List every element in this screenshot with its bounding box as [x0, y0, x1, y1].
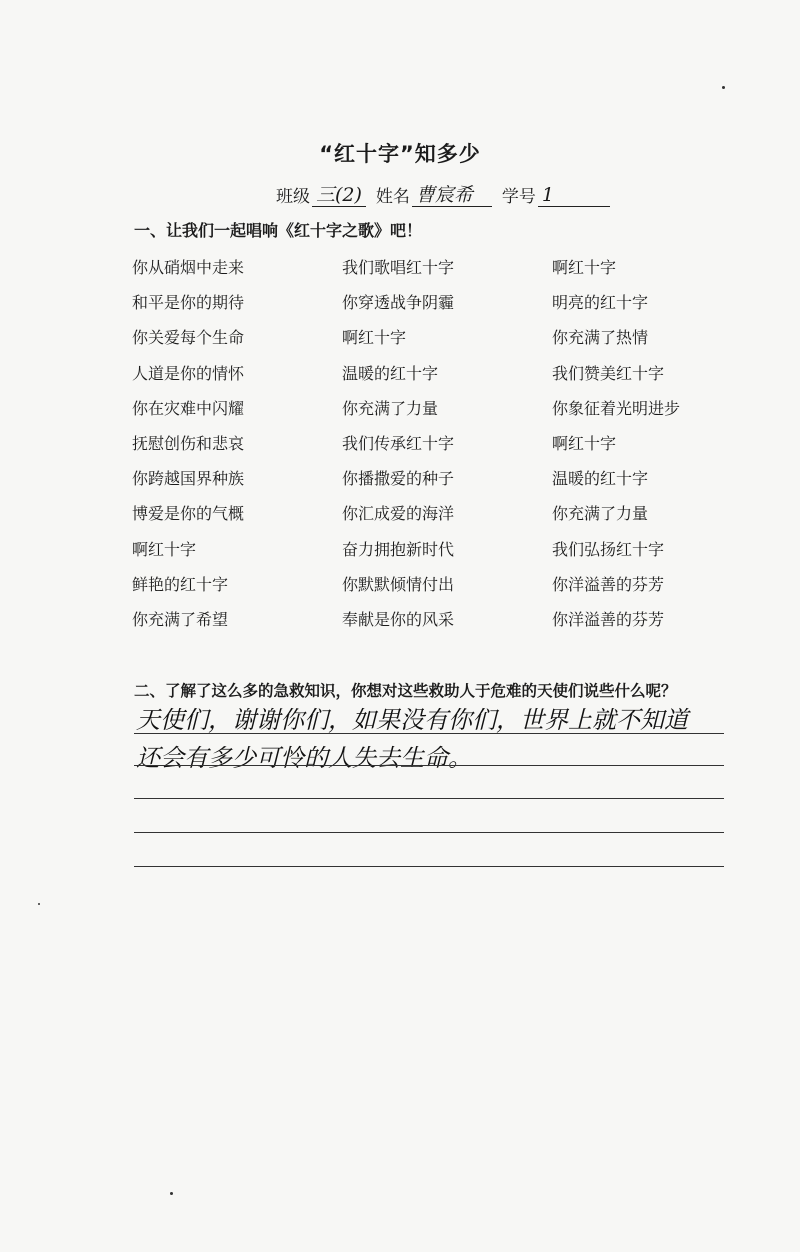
scan-speck	[170, 1192, 173, 1195]
lyric-line: 你汇成爱的海洋	[342, 504, 455, 524]
lyric-line: 你洋溢善的芬芳	[552, 574, 665, 594]
answer-line-2: 还会有多少可怜的人失去生命。	[136, 744, 472, 772]
lyric-line: 你播撒爱的种子	[342, 469, 455, 489]
name-value: 曹宸希	[412, 184, 492, 207]
lyric-line: 你默默倾情付出	[342, 574, 455, 594]
lyric-line: 啊红十字	[132, 539, 197, 559]
lyric-line: 你充满了力量	[552, 504, 649, 524]
class-label: 班级	[276, 187, 310, 207]
lyric-line: 你关爱每个生命	[132, 328, 245, 348]
answer-rule-2	[134, 765, 724, 766]
lyric-line: 我们弘扬红十字	[552, 539, 665, 559]
lyric-line: 你从硝烟中走来	[132, 258, 245, 277]
lyric-line: 我们赞美红十字	[552, 363, 665, 383]
scan-speck	[722, 86, 725, 89]
lyric-line: 和平是你的期待	[132, 293, 245, 313]
worksheet-title: “红十字”知多少	[319, 142, 481, 166]
answer-rule-4	[134, 832, 724, 833]
lyric-line: 明亮的红十字	[552, 293, 649, 313]
section-2-heading: 二、了解了这么多的急救知识，你想对这些救助人于危难的天使们说些什么呢？	[134, 682, 677, 700]
answer-rule-1	[134, 733, 724, 734]
lyric-line: 啊红十字	[342, 328, 407, 348]
class-value: 三(2)	[312, 184, 366, 207]
lyric-line: 温暖的红十字	[342, 363, 439, 383]
lyric-line: 你充满了希望	[132, 609, 229, 629]
lyric-line: 鲜艳的红十字	[132, 574, 229, 594]
lyric-line: 温暖的红十字	[552, 469, 649, 489]
lyric-line: 奋力拥抱新时代	[342, 539, 455, 559]
lyric-line: 啊红十字	[552, 258, 617, 277]
lyric-line: 博爱是你的气概	[132, 504, 245, 524]
lyric-line: 我们传承红十字	[342, 433, 455, 453]
lyric-line: 你象征着光明进步	[552, 398, 681, 418]
answer-rule-3	[134, 798, 724, 799]
answer-rule-5	[134, 866, 724, 867]
answer-line-1: 天使们，谢谢你们，如果没有你们，世界上就不知道	[136, 706, 688, 734]
lyric-line: 人道是你的情怀	[132, 363, 245, 383]
number-value: 1	[538, 184, 610, 207]
section-1-heading: 一、让我们一起唱响《红十字之歌》吧！	[134, 221, 423, 240]
lyric-line: 抚慰创伤和悲哀	[132, 433, 245, 453]
scan-speck	[38, 903, 40, 905]
lyric-line: 你充满了热情	[552, 328, 649, 348]
lyric-line: 我们歌唱红十字	[342, 258, 455, 277]
number-label: 学号	[501, 187, 536, 207]
lyric-line: 你在灾难中闪耀	[132, 398, 245, 418]
lyric-line: 啊红十字	[552, 433, 617, 453]
lyric-line: 奉献是你的风采	[342, 609, 455, 629]
name-label: 姓名	[375, 187, 410, 207]
lyric-line: 你跨越国界种族	[132, 469, 245, 489]
lyric-line: 你穿透战争阴霾	[342, 293, 455, 313]
student-info-row	[276, 182, 620, 207]
lyric-line: 你充满了力量	[342, 398, 439, 418]
lyrics-grid	[132, 255, 752, 642]
lyric-line: 你洋溢善的芬芳	[552, 609, 665, 629]
